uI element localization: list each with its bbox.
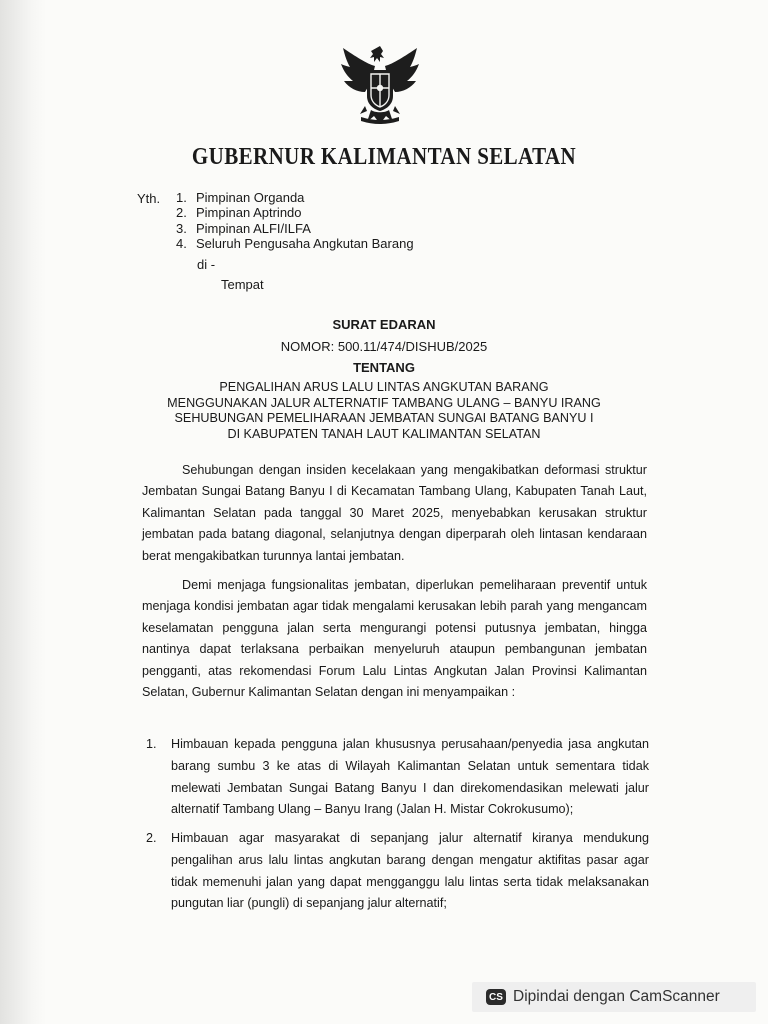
recipient-name: Pimpinan Aptrindo <box>196 205 302 221</box>
subject-line: PENGALIHAN ARUS LALU LINTAS ANGKUTAN BARANG <box>219 380 549 394</box>
letter-number: NOMOR: 500.11/474/DISHUB/2025 <box>280 339 488 354</box>
list-item-text: Himbauan kepada pengguna jalan khususnya perusahaan/penyedia jasa angkutan barang sumbu 3 ke atas di Wilayah Kalimantan Selatan untuk sementara tidak melewati Jembatan Sungai Batang Banyu I dan direkomendasikan melewati jalur alternatif Tambang Ulang – Banyu Irang (Jalan H. Mistar Cokrokusumo); <box>171 737 649 817</box>
recipient-list <box>176 190 414 251</box>
subject-line: DI KABUPATEN TANAH LAUT KALIMANTAN SELATAN <box>227 426 541 441</box>
recipient-name: Pimpinan Organda <box>196 190 305 205</box>
paragraph-text: Demi menjaga fungsionalitas jembatan, diperlukan pemeliharaan preventif untuk menjaga kondisi jembatan agar tidak mengalami kerusakan lebih parah yang mengancam keselamatan pengguna jalan serta mengurangi potensi putusnya jembatan, hingga nantinya dapat terlaksana perbaikan menyeluruh ataupun pembangunan jembatan pengganti, atas rekomendasi Forum Lalu Lintas Angkutan Jalan Provinsi Kalimantan Selatan, Gubernur Kalimantan Selatan dengan ini menyampaikan : <box>142 578 647 700</box>
list-item-number: 2. <box>146 831 157 845</box>
recipient-number: 1. <box>176 190 187 205</box>
camscanner-logo-icon: CS <box>486 989 506 1005</box>
letter-type: SURAT EDARAN <box>332 317 436 332</box>
letter-subject <box>0 380 768 442</box>
letterhead-title: GUBERNUR KALIMANTAN SELATAN <box>191 142 577 170</box>
address-place: Tempat <box>221 277 264 292</box>
camscanner-watermark <box>472 982 756 1012</box>
recipient-number: 2. <box>176 205 187 221</box>
body-paragraph <box>142 575 647 703</box>
address-di: di - <box>197 257 216 272</box>
subject-line: MENGGUNAKAN JALUR ALTERNATIF TAMBANG ULANG – BANYU IRANG <box>167 395 601 410</box>
recipient-item <box>176 190 414 205</box>
recipient-name: Pimpinan ALFI/ILFA <box>196 220 311 236</box>
about-label: TENTANG <box>353 360 415 375</box>
recipient-name: Seluruh Pengusaha Angkutan Barang <box>196 235 414 251</box>
subject-line: SEHUBUNGAN PEMELIHARAAN JEMBATAN SUNGAI BATANG BANYU I <box>174 411 594 425</box>
garuda-emblem <box>337 44 423 126</box>
list-item <box>146 734 649 821</box>
paragraph-text: Sehubungan dengan insiden kecelakaan yang mengakibatkan deformasi struktur Jembatan Sungai Batang Banyu I di Kecamatan Tambang Ulang, Kabupaten Tanah Laut, Kalimantan Selatan pada tanggal 30 Maret 2025, menyebabkan kerusakan struktur jembatan pada batang diagonal, selanjutnya dengan diperparah oleh lintasan kendaraan berat mengakibatkan turunnya lantai jembatan. <box>142 463 647 563</box>
list-item-text: Himbauan agar masyarakat di sepanjang jalur alternatif kiranya mendukung pengalihan arus lalu lintas angkutan barang dengan mengatur aktifitas pasar agar tidak memenuhi jalan yang dapat mengganggu lalu lintas serta tidak melaksanakan pungutan liar (pungli) di sepanjang jalur alternatif; <box>171 831 649 911</box>
camscanner-label: Dipindai dengan CamScanner <box>513 988 720 1005</box>
list-item <box>146 828 649 915</box>
recipient-number: 3. <box>176 220 187 236</box>
body-paragraph <box>142 460 647 567</box>
recipient-item <box>176 236 414 251</box>
list-item-number: 1. <box>146 737 157 751</box>
recipient-item <box>176 221 414 236</box>
addressee-label: Yth. <box>137 191 161 206</box>
recipient-number: 4. <box>176 235 187 251</box>
recipient-item <box>176 205 414 220</box>
